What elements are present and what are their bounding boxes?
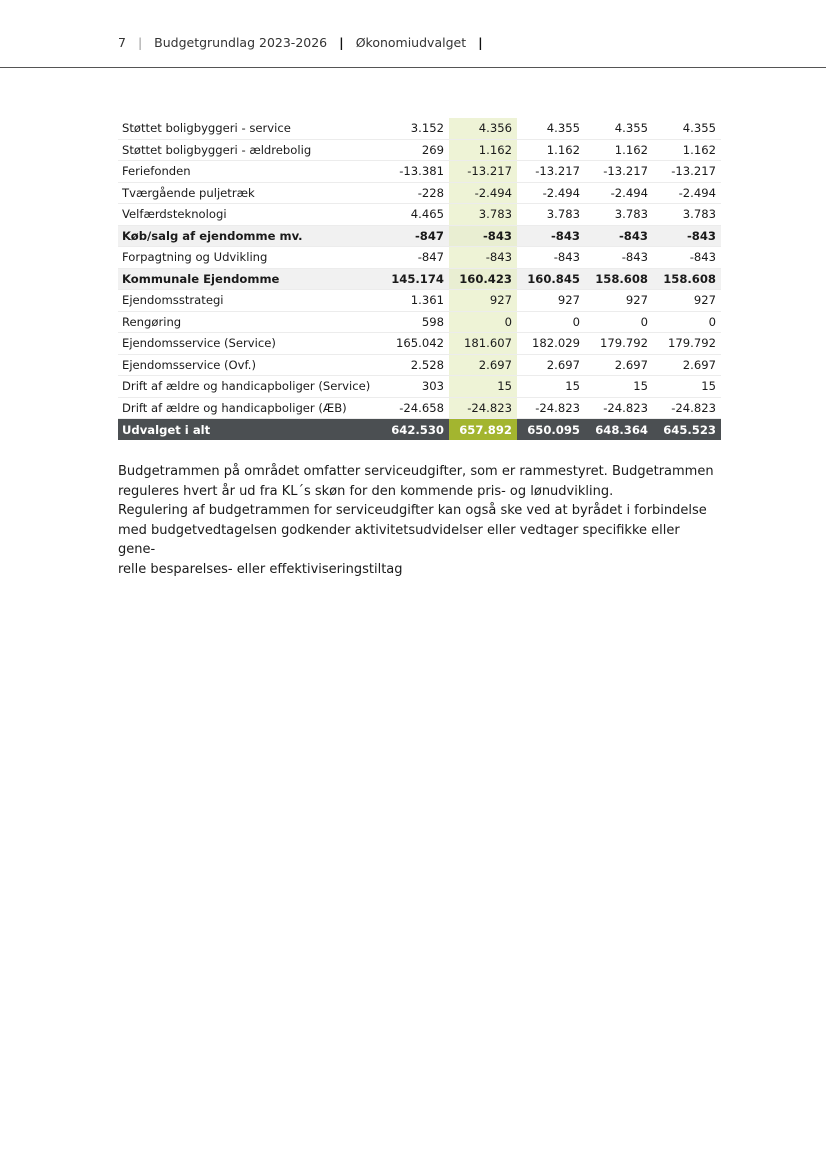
row-value: -24.823 xyxy=(449,397,517,419)
table-row xyxy=(118,247,721,269)
row-label: Ejendomsservice (Ovf.) xyxy=(118,354,381,376)
row-value: -13.217 xyxy=(517,161,585,183)
body-line: reguleres hvert år ud fra KL´s skøn for den kommende pris- og lønudvikling. xyxy=(118,483,614,499)
row-label: Forpagtning og Udvikling xyxy=(118,247,381,269)
table-row xyxy=(118,139,721,161)
row-label: Drift af ældre og handicapboliger (ÆB) xyxy=(118,397,381,419)
row-value: -847 xyxy=(381,247,449,269)
row-value: -843 xyxy=(653,225,721,247)
row-value: -2.494 xyxy=(449,182,517,204)
body-line: relle besparelses- eller effektiviseringstiltag xyxy=(118,561,403,577)
row-value: -843 xyxy=(517,225,585,247)
row-value: -843 xyxy=(449,247,517,269)
row-label: Støttet boligbyggeri - ældrebolig xyxy=(118,139,381,161)
row-value: 3.152 xyxy=(381,118,449,139)
row-value: 642.530 xyxy=(381,419,449,441)
table-row xyxy=(118,182,721,204)
row-value: -843 xyxy=(653,247,721,269)
row-label: Udvalget i alt xyxy=(118,419,381,441)
row-value: 3.783 xyxy=(517,204,585,226)
row-label: Rengøring xyxy=(118,311,381,333)
row-value: 303 xyxy=(381,376,449,398)
header-separator: | xyxy=(137,35,143,50)
table-row xyxy=(118,204,721,226)
document-title: Budgetgrundlag 2023-2026 xyxy=(154,35,328,50)
row-value: -2.494 xyxy=(517,182,585,204)
row-value: 4.355 xyxy=(585,118,653,139)
row-value: 598 xyxy=(381,311,449,333)
row-value: -13.217 xyxy=(653,161,721,183)
body-text xyxy=(118,462,718,579)
row-value: -843 xyxy=(449,225,517,247)
table-row xyxy=(118,311,721,333)
row-value: 0 xyxy=(585,311,653,333)
row-label: Feriefonden xyxy=(118,161,381,183)
row-value: 1.162 xyxy=(653,139,721,161)
row-value: -2.494 xyxy=(585,182,653,204)
row-label: Drift af ældre og handicapboliger (Service) xyxy=(118,376,381,398)
row-value: -843 xyxy=(585,225,653,247)
row-value: 648.364 xyxy=(585,419,653,441)
row-value: 15 xyxy=(653,376,721,398)
table-row xyxy=(118,397,721,419)
row-value: -2.494 xyxy=(653,182,721,204)
row-value: 15 xyxy=(517,376,585,398)
row-label: Velfærdsteknologi xyxy=(118,204,381,226)
row-value: -24.823 xyxy=(585,397,653,419)
row-value: -13.217 xyxy=(449,161,517,183)
row-value: 160.845 xyxy=(517,268,585,290)
row-value: -843 xyxy=(585,247,653,269)
row-value: 927 xyxy=(517,290,585,312)
table-subtotal-row xyxy=(118,225,721,247)
row-value: -13.217 xyxy=(585,161,653,183)
row-value: 4.465 xyxy=(381,204,449,226)
row-value: 650.095 xyxy=(517,419,585,441)
row-value: 2.697 xyxy=(585,354,653,376)
row-value: 927 xyxy=(449,290,517,312)
table-subtotal-row xyxy=(118,268,721,290)
row-label: Ejendomsstrategi xyxy=(118,290,381,312)
row-value: 1.162 xyxy=(449,139,517,161)
table-row xyxy=(118,376,721,398)
row-value: 181.607 xyxy=(449,333,517,355)
row-value: 15 xyxy=(449,376,517,398)
table-row xyxy=(118,161,721,183)
row-value: 2.697 xyxy=(517,354,585,376)
row-label: Ejendomsservice (Service) xyxy=(118,333,381,355)
row-value: 657.892 xyxy=(449,419,517,441)
row-value: 2.697 xyxy=(653,354,721,376)
row-value: -24.823 xyxy=(653,397,721,419)
budget-table-body xyxy=(118,118,721,440)
row-value: 4.355 xyxy=(517,118,585,139)
row-value: 1.162 xyxy=(585,139,653,161)
row-value: 4.355 xyxy=(653,118,721,139)
row-value: 1.162 xyxy=(517,139,585,161)
row-label: Kommunale Ejendomme xyxy=(118,268,381,290)
row-value: 1.361 xyxy=(381,290,449,312)
row-label: Støttet boligbyggeri - service xyxy=(118,118,381,139)
row-value: 645.523 xyxy=(653,419,721,441)
row-value: 165.042 xyxy=(381,333,449,355)
row-value: 2.697 xyxy=(449,354,517,376)
table-row xyxy=(118,118,721,139)
row-value: 0 xyxy=(449,311,517,333)
row-value: 158.608 xyxy=(585,268,653,290)
row-value: 269 xyxy=(381,139,449,161)
row-value: 927 xyxy=(585,290,653,312)
table-row xyxy=(118,354,721,376)
row-value: 15 xyxy=(585,376,653,398)
row-label: Køb/salg af ejendomme mv. xyxy=(118,225,381,247)
table-row xyxy=(118,290,721,312)
row-value: 3.783 xyxy=(585,204,653,226)
header-line xyxy=(118,35,491,50)
page-number: 7 xyxy=(118,35,126,50)
row-label: Tværgående puljetræk xyxy=(118,182,381,204)
row-value: 0 xyxy=(653,311,721,333)
row-value: 182.029 xyxy=(517,333,585,355)
section-title: Økonomiudvalget xyxy=(355,35,467,50)
row-value: 179.792 xyxy=(585,333,653,355)
row-value: 3.783 xyxy=(653,204,721,226)
row-value: 0 xyxy=(517,311,585,333)
page-header xyxy=(0,0,826,68)
row-value: 2.528 xyxy=(381,354,449,376)
row-value: -24.658 xyxy=(381,397,449,419)
row-value: -843 xyxy=(517,247,585,269)
budget-table xyxy=(118,118,721,440)
row-value: 3.783 xyxy=(449,204,517,226)
table-total-row xyxy=(118,419,721,441)
row-value: -24.823 xyxy=(517,397,585,419)
header-separator: | xyxy=(339,35,344,50)
row-value: 160.423 xyxy=(449,268,517,290)
row-value: 179.792 xyxy=(653,333,721,355)
table-row xyxy=(118,333,721,355)
body-line: Budgetrammen på området omfatter serviceudgifter, som er rammestyret. Budgetrammen xyxy=(118,464,714,479)
row-value: 158.608 xyxy=(653,268,721,290)
body-line: med budgetvedtagelsen godkender aktivitetsudvidelser eller vedtager specifikke eller gene- xyxy=(118,522,680,557)
row-value: -13.381 xyxy=(381,161,449,183)
body-line: Regulering af budgetrammen for serviceudgifter kan også ske ved at byrådet i forbindelse xyxy=(118,503,707,518)
row-value: -228 xyxy=(381,182,449,204)
row-value: 927 xyxy=(653,290,721,312)
header-separator: | xyxy=(478,35,483,50)
row-value: 4.356 xyxy=(449,118,517,139)
row-value: 145.174 xyxy=(381,268,449,290)
row-value: -847 xyxy=(381,225,449,247)
